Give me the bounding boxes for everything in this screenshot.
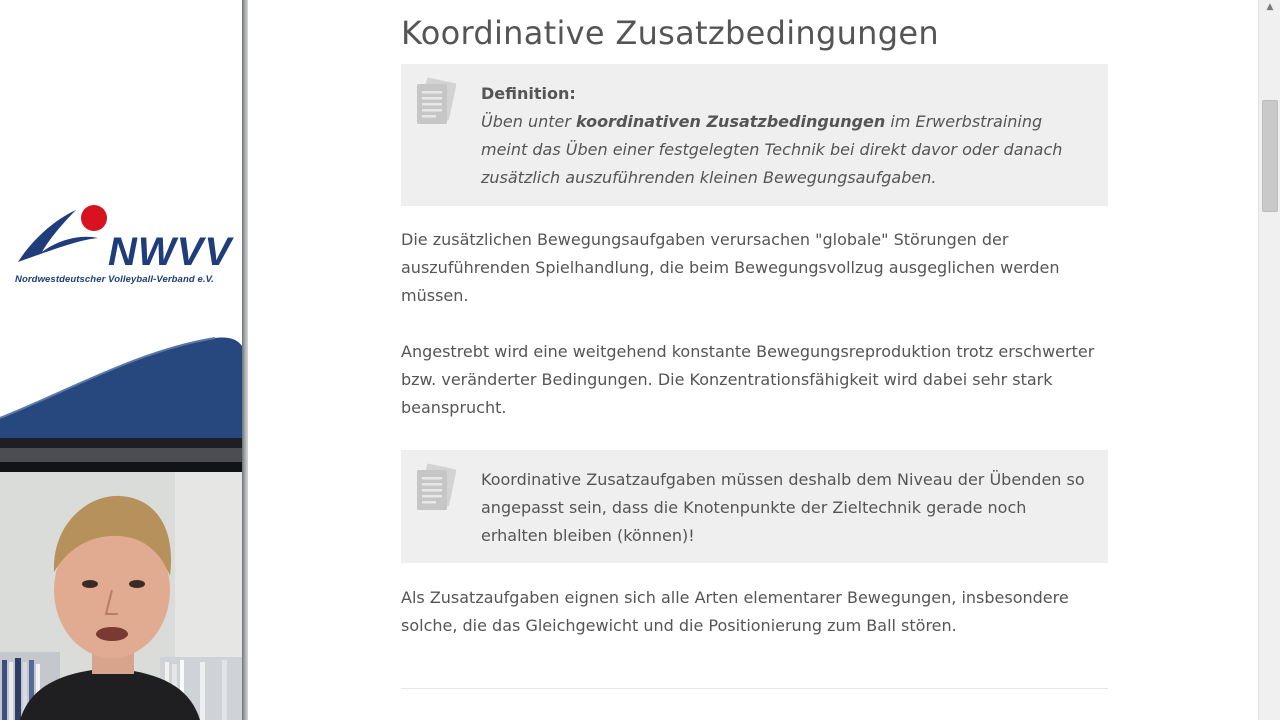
definition-text-before: Üben unter <box>481 112 576 131</box>
divider-bar <box>0 462 242 472</box>
definition-text <box>481 80 1090 192</box>
sidebar <box>0 0 242 720</box>
scroll-up-arrow-icon[interactable]: ▲ <box>1266 2 1274 12</box>
note-callout <box>401 450 1108 563</box>
definition-callout <box>401 64 1108 206</box>
content-divider <box>401 688 1108 689</box>
logo-wordmark: NWVV <box>108 230 232 274</box>
decorative-wave <box>0 330 242 440</box>
definition-term: koordinativen Zusatzbedingungen <box>576 112 886 131</box>
scrollbar-thumb[interactable] <box>1262 100 1278 212</box>
definition-text-after: im Erwerbstraining meint das Üben einer festgelegten Technik bei direkt davor oder danach zusätzlich auszuführenden kleinen Bewegungsaufgaben. <box>481 112 1063 187</box>
webcam-presenter-video <box>0 472 242 720</box>
paragraph: Angestrebt wird eine weitgehend konstante Bewegungsreproduktion trotz erschwerter bzw. veränderter Bedingungen. Die Konzentrationsfähigkeit wird dabei sehr stark beansprucht. <box>401 342 1095 417</box>
note-text: Koordinative Zusatzaufgaben müssen deshalb dem Niveau der Übenden so angepasst sein, dass die Knotenpunkte der Zieltechnik gerade noch erhalten bleiben (können)! <box>481 470 1085 545</box>
vertical-scrollbar[interactable] <box>1258 0 1280 720</box>
paragraph: Die zusätzlichen Bewegungsaufgaben verursachen "globale" Störungen der auszuführenden Spielhandlung, die beim Bewegungsvollzug ausgeglichen werden müssen. <box>401 230 1060 305</box>
divider-bar <box>0 448 242 462</box>
paragraph: Als Zusatzaufgaben eignen sich alle Arten elementarer Bewegungen, insbesondere solche, die das Gleichgewicht und die Positionierung zum Ball stören. <box>401 588 1069 635</box>
document-icon <box>411 76 463 128</box>
divider-bar <box>0 438 242 448</box>
document-icon <box>411 462 463 514</box>
logo-tagline: Nordwestdeutscher Volleyball-Verband e.V. <box>15 274 214 285</box>
page-title: Koordinative Zusatzbedingungen <box>401 14 939 52</box>
definition-label: Definition: <box>481 84 576 103</box>
main-content <box>248 0 1258 720</box>
